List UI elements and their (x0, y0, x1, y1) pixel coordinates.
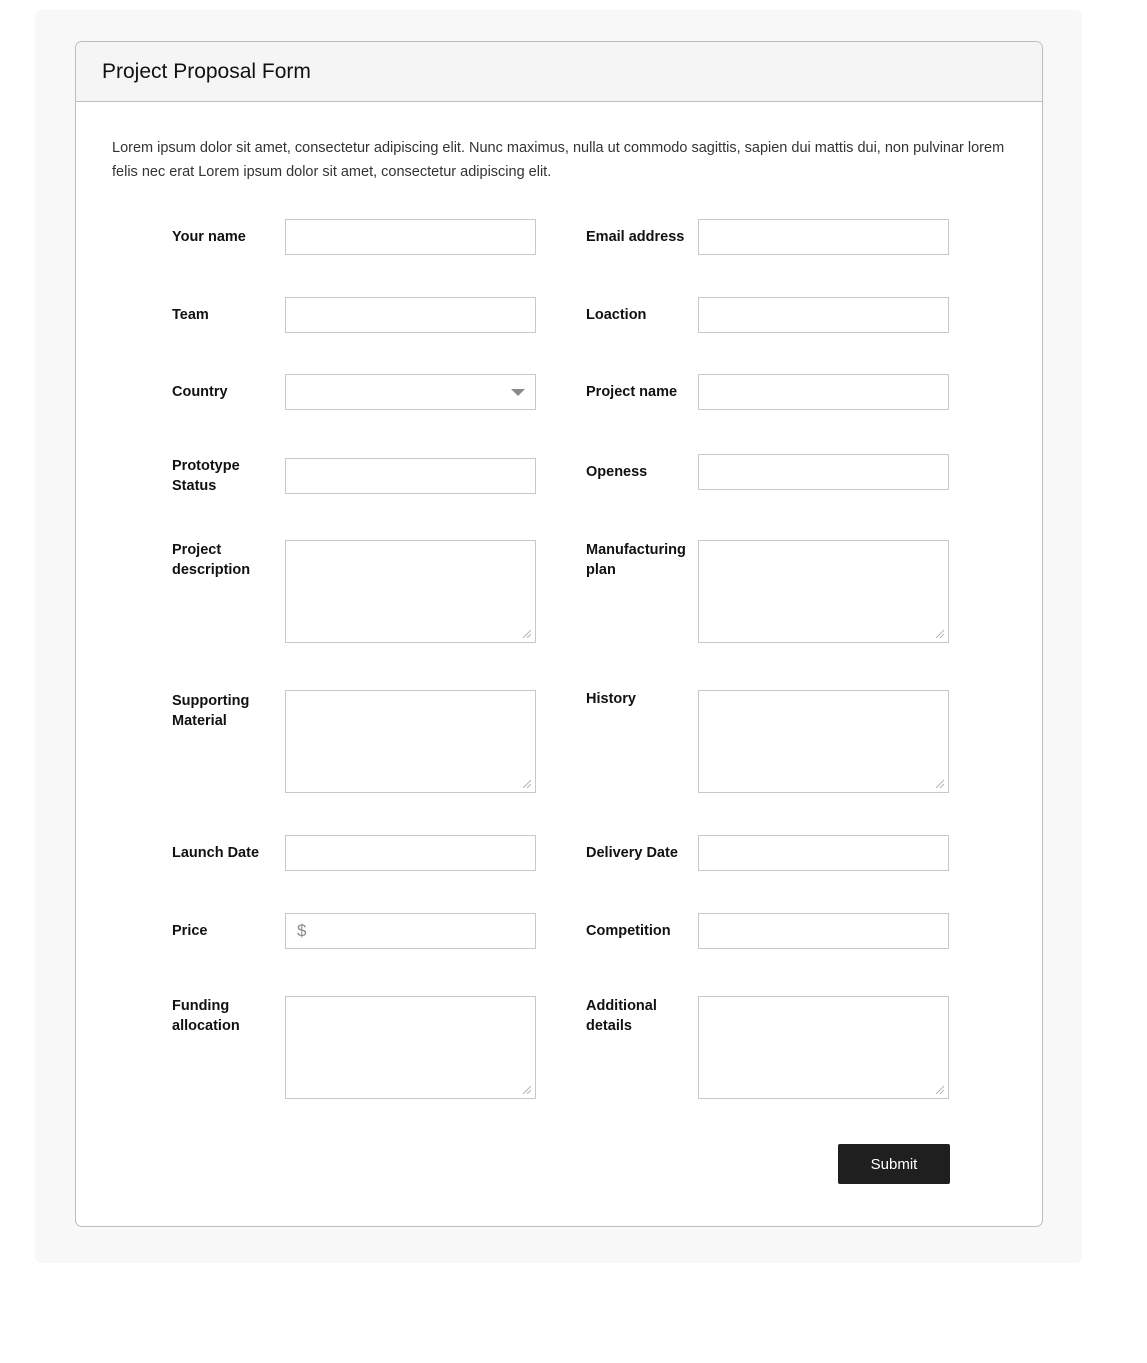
form-title: Project Proposal Form (102, 60, 311, 83)
delivery-date-input[interactable] (698, 835, 949, 871)
price-input[interactable] (314, 915, 529, 947)
country-label: Country (172, 384, 228, 400)
project-description-label: Project description (172, 542, 251, 578)
prototype-status-input[interactable] (285, 458, 536, 494)
manufacturing-plan-label: Manufacturing plan (586, 542, 686, 578)
history-wrapper (698, 690, 949, 793)
location-label: Loaction (586, 307, 647, 323)
project-name-label: Project name (586, 384, 678, 400)
manufacturing-plan-textarea[interactable] (698, 540, 949, 643)
launch-date-label: Launch Date (172, 845, 260, 861)
team-input[interactable] (285, 297, 536, 333)
your-name-label: Your name (172, 229, 246, 245)
resize-grip-icon[interactable] (935, 1085, 944, 1094)
funding-allocation-wrapper (285, 996, 536, 1099)
resize-grip-icon[interactable] (522, 779, 531, 788)
submit-button[interactable]: Submit (838, 1144, 950, 1184)
form-header (76, 42, 1042, 102)
additional-details-wrapper (698, 996, 949, 1099)
project-description-wrapper (285, 540, 536, 643)
history-label: History (586, 691, 636, 707)
form-intro: Lorem ipsum dolor sit amet, consectetur adipiscing elit. Nunc maximus, nulla ut commodo sagittis, sapien dui mattis dui, non pulvinar lorem felis nec erat Lorem ipsum dolor sit amet, consectetur adipiscing elit. (112, 140, 1005, 180)
competition-label: Competition (586, 923, 671, 939)
funding-allocation-label: Funding allocation (172, 998, 240, 1034)
additional-details-textarea[interactable] (698, 996, 949, 1099)
chevron-down-icon (511, 389, 525, 396)
supporting-material-label: Supporting Material (172, 693, 250, 729)
additional-details-label: Additional details (586, 998, 657, 1034)
openess-input[interactable] (698, 454, 949, 490)
resize-grip-icon[interactable] (935, 779, 944, 788)
country-select[interactable] (285, 374, 536, 410)
supporting-material-textarea[interactable] (285, 690, 536, 793)
form-card (75, 41, 1043, 1227)
location-input[interactable] (698, 297, 949, 333)
prototype-status-label: Prototype Status (172, 458, 240, 494)
history-textarea[interactable] (698, 690, 949, 793)
team-label: Team (172, 307, 209, 323)
price-label: Price (172, 923, 208, 939)
resize-grip-icon[interactable] (522, 629, 531, 638)
your-name-input[interactable] (285, 219, 536, 255)
manufacturing-plan-wrapper (698, 540, 949, 643)
launch-date-input[interactable] (285, 835, 536, 871)
delivery-date-label: Delivery Date (586, 845, 678, 861)
funding-allocation-textarea[interactable] (285, 996, 536, 1099)
supporting-material-wrapper (285, 690, 536, 793)
competition-input[interactable] (698, 913, 949, 949)
project-description-textarea[interactable] (285, 540, 536, 643)
resize-grip-icon[interactable] (935, 629, 944, 638)
email-address-label: Email address (586, 229, 685, 245)
email-address-input[interactable] (698, 219, 949, 255)
price-field (285, 913, 536, 949)
openess-label: Openess (586, 464, 648, 480)
project-name-input[interactable] (698, 374, 949, 410)
resize-grip-icon[interactable] (522, 1085, 531, 1094)
currency-prefix: $ (297, 921, 307, 940)
